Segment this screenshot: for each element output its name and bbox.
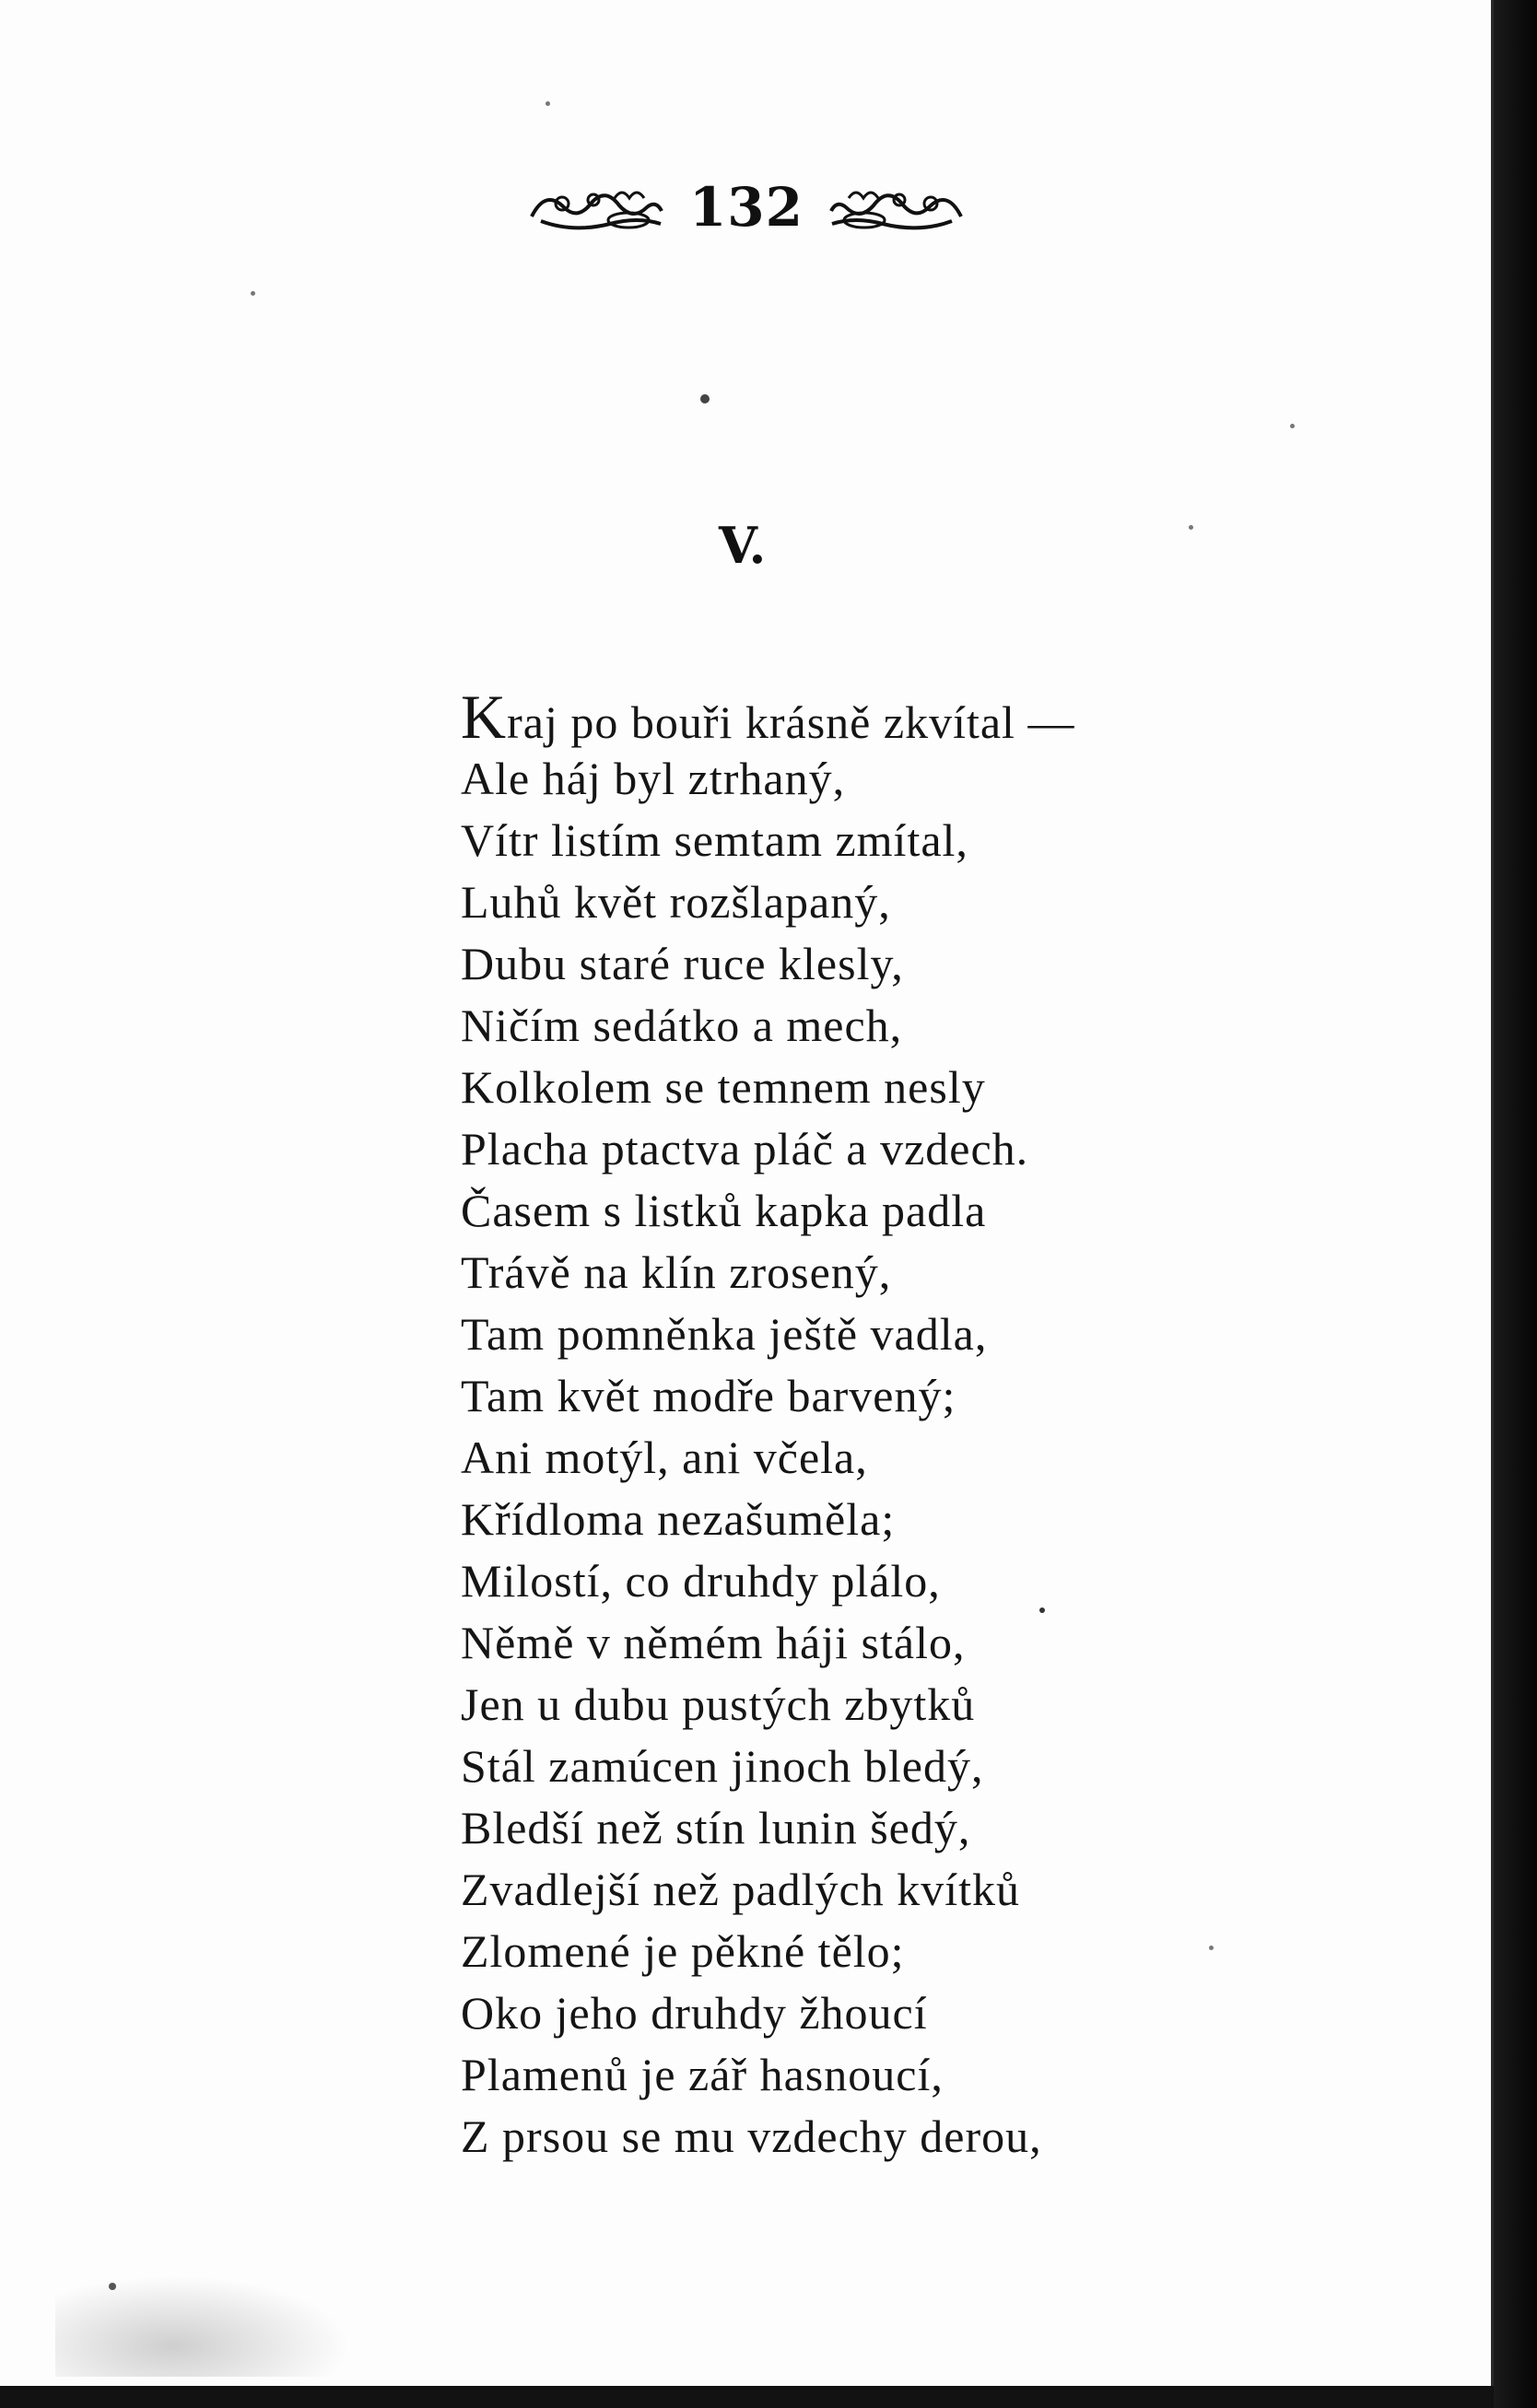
poem-line: Tam pomněnka ještě vadla, [461,1308,988,1360]
poem-line: Jen u dubu pustých zbytků [461,1678,976,1730]
poem-line: Placha ptactva pláč a vzdech. [461,1123,1029,1175]
poem-body [461,682,1382,2168]
page-edge-shadow [1494,0,1537,2408]
paper-speck [1039,1607,1045,1613]
poem-line: Zvadlejší než padlých kvítků [461,1864,1021,1915]
poem-line: Trávě na klín zrosený, [461,1246,892,1298]
floral-ornament-right-icon [827,180,966,235]
floral-ornament-left-icon [527,180,665,235]
poem-line: Milostí, co druhdy plálo, [461,1555,941,1607]
poem-line: Němě v němém háji stálo, [461,1617,966,1668]
page-number: 132 [688,176,804,239]
poem-line: Plamenů je zář hasnoucí, [461,2049,944,2100]
page-header [516,170,977,244]
poem-line: Dubu staré ruce klesly, [461,938,904,989]
poem-line: Křídloma nezašuměla; [461,1493,896,1545]
poem-line: Ničím sedátko a mech, [461,999,903,1051]
poem-line: Kraj po bouři krásně zkvítal — [461,682,1075,752]
page-bottom-shadow [0,2386,1494,2408]
poem-line: Bledší než stín lunin šedý, [461,1802,971,1853]
poem-line: Luhů květ rozšlapaný, [461,876,891,928]
paper-speck [546,101,550,106]
poem-line: Z prsou se mu vzdechy derou, [461,2110,1042,2162]
paper-smudge [55,2275,350,2377]
poem-line: Ani motýl, ani včela, [461,1432,868,1483]
poem-line: Tam květ modře barvený; [461,1370,956,1421]
section-title: V. [719,516,767,575]
paper-speck [1189,525,1193,530]
paper-speck [1209,1946,1214,1950]
paper-speck [700,394,710,403]
paper-speck [251,291,255,296]
poem-line: Stál zamúcen jinoch bledý, [461,1740,984,1792]
poem-line: Kolkolem se temnem nesly [461,1061,986,1113]
poem-line: Vítr listím semtam zmítal, [461,814,968,866]
poem-line: Ale háj byl ztrhaný, [461,753,846,804]
poem-line: Oko jeho druhdy žhoucí [461,1987,928,2039]
poem-line: Časem s listků kapka padla [461,1185,987,1236]
paper-speck [1290,424,1295,428]
poem-line: Zlomené je pěkné tělo; [461,1925,905,1977]
